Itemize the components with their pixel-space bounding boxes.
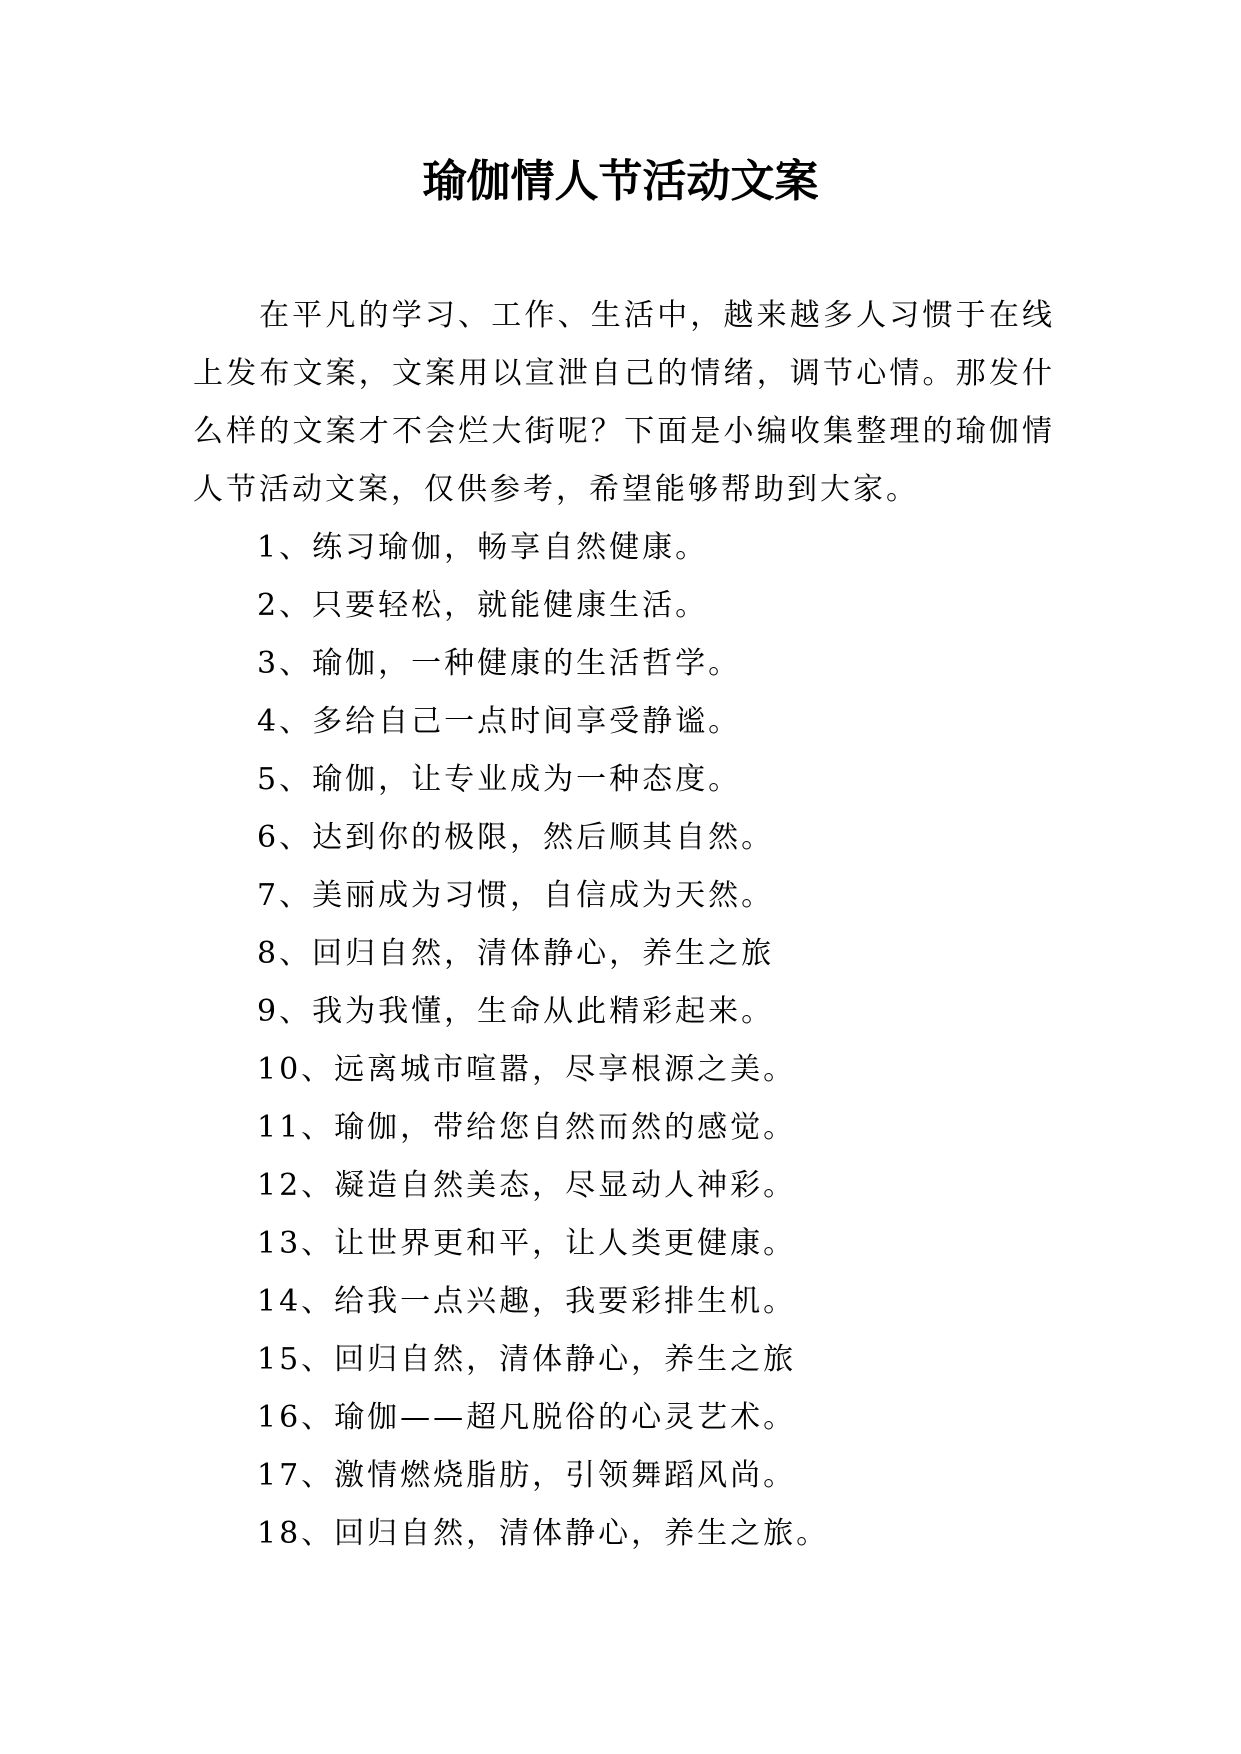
list-item: 5、瑜伽，让专业成为一种态度。 <box>257 762 742 797</box>
list-item: 12、凝造自然美态，尽显动人神彩。 <box>257 1168 797 1203</box>
list-item: 8、回归自然，清体静心，养生之旅 <box>257 936 775 971</box>
list-item: 16、瑜伽——超凡脱俗的心灵艺术。 <box>257 1400 797 1435</box>
list-item: 10、远离城市喧嚣，尽享根源之美。 <box>257 1052 797 1087</box>
list-item: 1、练习瑜伽，畅享自然健康。 <box>257 530 709 565</box>
list-item: 9、我为我懂，生命从此精彩起来。 <box>257 994 775 1029</box>
list-item: 2、只要轻松，就能健康生活。 <box>257 588 709 623</box>
list-item: 7、美丽成为习惯，自信成为天然。 <box>257 878 775 913</box>
list-item: 11、瑜伽，带给您自然而然的感觉。 <box>257 1110 797 1145</box>
list-item: 4、多给自己一点时间享受静谧。 <box>257 704 742 739</box>
slogan-list <box>193 519 1055 1563</box>
list-item: 14、给我一点兴趣，我要彩排生机。 <box>257 1284 797 1319</box>
list-item: 3、瑜伽，一种健康的生活哲学。 <box>257 646 742 681</box>
list-item: 13、让世界更和平，让人类更健康。 <box>257 1226 797 1261</box>
list-item: 18、回归自然，清体静心，养生之旅。 <box>257 1516 830 1551</box>
document-title: 瑜伽情人节活动文案 <box>422 156 819 207</box>
list-item: 15、回归自然，清体静心，养生之旅 <box>257 1342 797 1377</box>
list-item: 6、达到你的极限，然后顺其自然。 <box>257 820 775 855</box>
document-body <box>193 287 1055 1563</box>
intro-paragraph: 在平凡的学习、工作、生活中，越来越多人习惯于在线上发布文案，文案用以宣泄自己的情绪，调节心情。那发什么样的文案才不会烂大街呢？下面是小编收集整理的瑜伽情人节活动文案，仅供参考，希望能够帮助到大家。 <box>193 298 1055 507</box>
list-item: 17、激情燃烧脂肪，引领舞蹈风尚。 <box>257 1458 797 1493</box>
